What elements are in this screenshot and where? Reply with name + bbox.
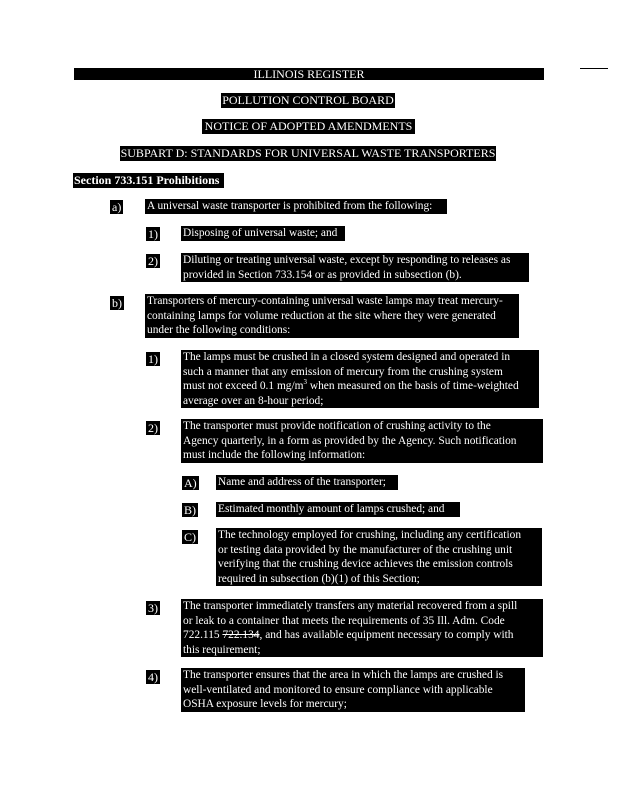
section-heading: Section 733.151 Prohibitions (73, 173, 224, 188)
item-b2-text: The transporter must provide notification of crushing activity to the Agency quarterly, in a form as provided by the Agency. Such notification must include the following information: (181, 419, 543, 463)
notice-title: NOTICE OF ADOPTED AMENDMENTS (202, 119, 415, 134)
register-title: ILLINOIS REGISTER (74, 68, 544, 80)
header-corner-mark (580, 68, 608, 69)
board-title: POLLUTION CONTROL BOARD (222, 93, 394, 107)
item-b1-label: 1) (148, 352, 158, 366)
item-a1-label: 1) (148, 227, 158, 241)
item-b2A-label: A) (184, 476, 197, 490)
item-b2B-label: B) (184, 503, 196, 517)
item-a2-text: Diluting or treating universal waste, except by responding to releases as provided in Section 733.154 or as provided in subsection (b). (181, 253, 529, 282)
item-b4-label: 4) (148, 670, 158, 684)
subsection-a-text: A universal waste transporter is prohibited from the following: (145, 199, 447, 214)
item-b3-text: The transporter immediately transfers any material recovered from a spill or leak to a container that meets the requirements of 35 Ill. Adm. Code 722.115 722.134, and has available equipment necessary to comply with this requirement; (181, 599, 543, 657)
item-b2A-text: Name and address of the transporter; (216, 475, 398, 490)
item-b1-text: The lamps must be crushed in a closed system designed and operated in such a manner that any emission of mercury from the crushing system must not exceed 0.1 $mg/m^3$ when measured on the basis of time-weighted average over an 8-hour period; (181, 350, 539, 408)
item-b2C-label: C) (184, 530, 196, 544)
subpart-title: SUBPART D: STANDARDS FOR UNIVERSAL WASTE TRANSPORTERS (120, 146, 496, 160)
item-b2B-text: Estimated monthly amount of lamps crushed; and (216, 502, 460, 517)
item-b2-label: 2) (148, 421, 158, 435)
struck-citation: 722.134 (222, 629, 260, 642)
subsection-a-label: a) (112, 200, 122, 214)
item-a2-label: 2) (148, 254, 158, 268)
item-b3-label: 3) (148, 601, 158, 615)
item-b4-text: The transporter ensures that the area in which the lamps are crushed is well-ventilated and monitored to ensure compliance with applicable OSHA exposure levels for mercury; (181, 668, 525, 712)
item-a1-text: Disposing of universal waste; and (181, 226, 345, 241)
subsection-b-text: Transporters of mercury-containing universal waste lamps may treat mercury- containing lamps for volume reduction at the site where they were generated under the following conditions: (145, 294, 519, 338)
item-b2C-text: The technology employed for crushing, including any certification or testing data provided by the manufacturer of the crushing unit verifying that the crushing device achieves the emission controls required in subsection (b)(1) of this Section; (216, 528, 542, 586)
subsection-b-label: b) (112, 296, 122, 310)
